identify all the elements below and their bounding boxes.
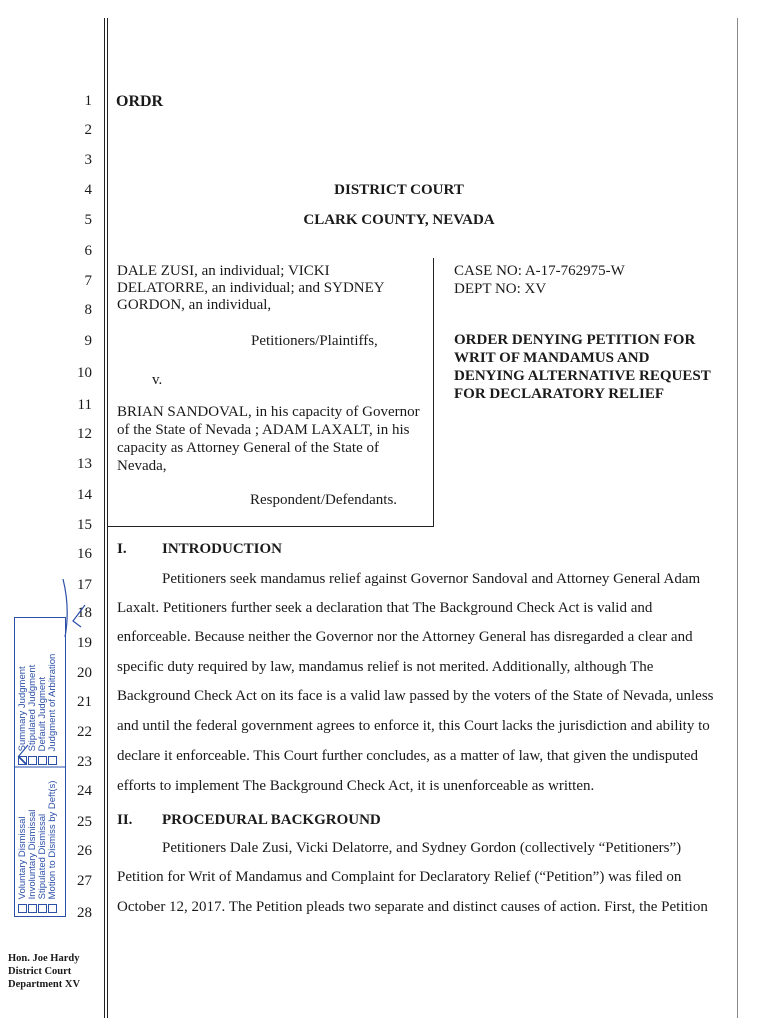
body-text-line: declare it enforceable. This Court further concludes, as a matter of law, that given the undisputed [117,748,699,764]
court-county: CLARK COUNTY, NEVADA [303,212,495,228]
line-number: 22 [77,724,92,740]
stamp-label: Involuntary Dismissal [27,809,38,900]
line-number: 13 [77,456,92,472]
caption-petitioner-line-3: GORDON, an individual, [117,297,272,313]
order-title-line-2: WRIT OF MANDAMUS AND [454,350,650,366]
stamp-label: Stipulated Judgment [27,664,38,752]
body-text-line: Petition for Writ of Mandamus and Complaint for Declaratory Relief (“Petition”) was filed on [117,869,682,885]
body-text-line: Petitioners seek mandamus relief against Governor Sandoval and Attorney General Adam [162,571,701,587]
caption-respondent-line-4: Nevada, [117,458,167,474]
stamp-label: Summary Judgment [17,666,28,752]
judge-name: Hon. Joe Hardy [8,953,80,964]
line-number: 3 [84,152,92,168]
section-heading-procedural: PROCEDURAL BACKGROUND [162,812,381,828]
checkbox-summary-judgment [19,756,28,765]
checkbox-default-judgment [39,756,48,765]
left-margin-rule [104,18,105,1018]
caption-versus: v. [152,372,163,388]
body-text-line: Petitioners Dale Zusi, Vicki Delatorre, and Sydney Gordon (collectively “Petitioners”) [162,840,682,856]
checkbox-voluntary-dismissal [19,904,28,913]
stamp-column-dismissals [18,773,58,913]
body-text-line: specific duty required by law, mandamus relief is not merited. Additionally, although The [117,659,654,675]
judge-footer [8,952,80,991]
line-number: 7 [84,273,92,289]
line-number: 25 [77,814,92,830]
judge-court: District Court [8,966,72,977]
section-number-procedural: II. [117,812,133,828]
line-number: 2 [84,122,92,138]
stamp-label: Default Judgment [37,676,48,752]
stamp-column-judgments [18,625,58,765]
stamp-label: Judgment of Arbitration [47,653,58,752]
line-number: 8 [84,302,92,318]
body-text-line: and until the federal government agrees to enforce it, this Court lacks the jurisdiction and ability to [117,718,710,734]
checkbox-stipulated-dismissal [39,904,48,913]
body-text-line: Background Check Act on its face is a valid law passed by the voters of the State of Nevada, unless [117,688,714,704]
line-number: 1 [84,93,92,109]
line-number: 27 [77,873,92,889]
line-number: 18 [77,605,92,621]
checkbox-involuntary-dismissal [29,904,38,913]
line-number: 15 [77,517,92,533]
judge-department: Department XV [8,979,81,990]
court-name: DISTRICT COURT [334,182,464,198]
caption-petitioner-line-2: DELATORRE, an individual; and SYDNEY [117,280,385,296]
case-number: CASE NO: A-17-762975-W [454,263,625,279]
line-number: 4 [84,182,92,198]
disposition-stamp [14,617,66,917]
document-code: ORDR [116,93,164,110]
body-text-line: efforts to implement The Background Check Act, it is unenforceable as written. [117,778,595,794]
caption-divider-horizontal [107,526,434,527]
right-margin-rule [737,18,738,1018]
line-number: 19 [77,635,92,651]
order-title-line-4: FOR DECLARATORY RELIEF [454,386,665,402]
line-number: 11 [77,397,92,413]
department-number: DEPT NO: XV [454,281,547,297]
line-number: 16 [77,546,92,562]
line-number: 10 [77,365,92,381]
line-number: 20 [77,665,92,681]
line-number: 14 [77,487,92,503]
line-number: 26 [77,843,92,859]
stamp-label: Motion to Dismiss by Deft(s) [47,780,58,900]
body-text-line: Laxalt. Petitioners further seek a declaration that The Background Check Act is valid and [117,600,653,616]
caption-petitioner-line-1: DALE ZUSI, an individual; VICKI [117,263,330,279]
checkbox-judgment-of-arbitration [49,756,58,765]
order-title-line-1: ORDER DENYING PETITION FOR [454,332,696,348]
caption-respondents-role: Respondent/Defendants. [250,492,398,508]
checkbox-motion-to-dismiss [49,904,58,913]
line-number: 6 [84,243,92,259]
stamp-label: Voluntary Dismissal [17,816,28,900]
caption-respondent-line-1: BRIAN SANDOVAL, in his capacity of Governor [117,404,420,420]
section-heading-intro: INTRODUCTION [162,541,283,557]
line-number: 17 [77,577,92,593]
body-text-line: October 12, 2017. The Petition pleads two separate and distinct causes of action. First, the Petition [117,899,708,915]
order-title-line-3: DENYING ALTERNATIVE REQUEST [454,368,711,384]
checkbox-stipulated-judgment [29,756,38,765]
stamp-label: Stipulated Dismissal [37,813,48,900]
left-margin-rule-inner [107,18,108,1018]
line-number: 12 [77,426,92,442]
line-number: 28 [77,905,92,921]
line-number: 23 [77,754,92,770]
line-number: 9 [84,333,92,349]
body-text-line: enforceable. Because neither the Governor nor the Attorney General has disregarded a clear and [117,629,693,645]
section-number-intro: I. [117,541,127,557]
caption-petitioners-role: Petitioners/Plaintiffs, [251,333,378,349]
caption-respondent-line-3: capacity as Attorney General of the State of [117,440,379,456]
line-number: 21 [77,694,92,710]
line-number: 24 [77,783,92,799]
caption-divider-vertical [433,258,434,526]
line-number: 5 [84,212,92,228]
caption-respondent-line-2: of the State of Nevada ; ADAM LAXALT, in his [117,422,410,438]
